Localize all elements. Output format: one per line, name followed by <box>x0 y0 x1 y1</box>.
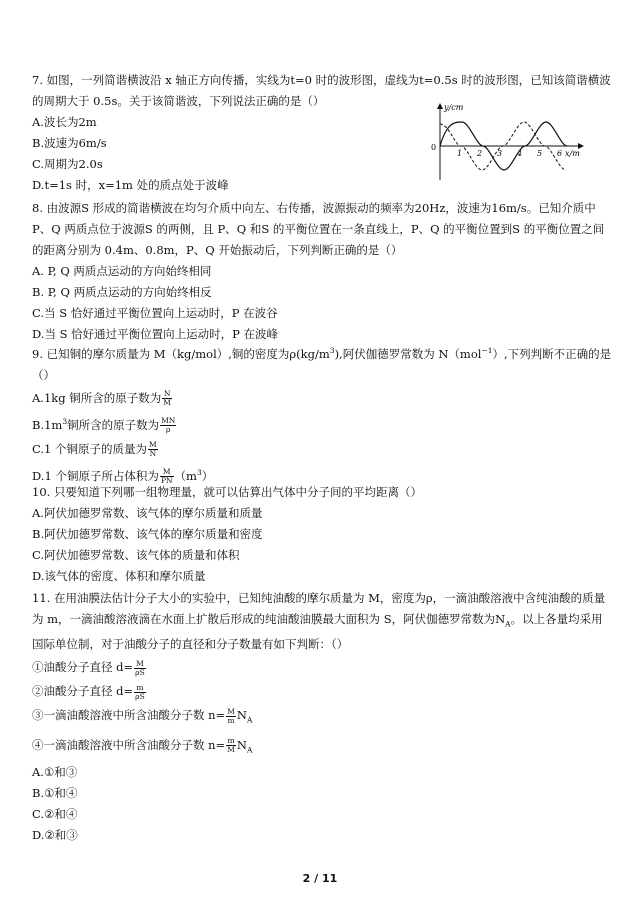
question-7-stem: 7. 如图，一列简谐横波沿 x 轴正方向传播，实线为t=0 时的波形图，虚线为t=0.5s 时的波形图，已知该简谐横波的周期大于 0.5s。关于该简谐波，下列说法正确的是（） <box>32 73 611 108</box>
question-10 <box>32 482 612 587</box>
question-11 <box>32 588 612 846</box>
question-8-option-d: D.当 S 恰好通过平衡位置向上运动时，P 在波峰 <box>32 327 279 341</box>
tick-label-3: 3 <box>497 149 503 158</box>
question-9-option-c: C.1 个铜原子的质量为 $\frac{M}{N}$ <box>32 440 157 459</box>
question-8-option-b: B. P, Q 两质点运动的方向始终相反 <box>32 285 212 299</box>
question-9-option-a: A.1kg 铜所含的原子数为 $\frac{N}{M}$ <box>32 389 171 408</box>
question-11-judgement-3: ③一滴油酸溶液中所含油酸分子数 n= $\frac{M}{m}$ $N_A$ <box>32 706 253 725</box>
fraction: $\frac{m}{M}$ <box>227 736 235 755</box>
question-11-option-d: D.②和③ <box>32 827 78 842</box>
question-8-stem: 8. 由波源S 形成的简谐横波在均匀介质中向左、右传播，波源振动的频率为20Hz，波速为16m/s。已知介质中 P、Q 两质点位于波源S 的两侧，且 P、Q 和S 的平衡位置在一条直线上，P、Q 的平衡位置到S 的平衡位置之间的距离分别为 0.4m、0.8m，P、Q 开始振动后，下列判断正确的是（） <box>32 201 605 257</box>
question-9-option-d: D.1 个铜原子所占体积为 $\frac{M}{PN}$ $(m^3)$ <box>32 466 214 485</box>
question-8-option-a: A. P, Q 两质点运动的方向始终相同 <box>32 264 212 278</box>
question-11-judgement-4: ④一滴油酸溶液中所含油酸分子数 n= $\frac{m}{M}$ $N_A$ <box>32 736 253 755</box>
question-9-option-b: $B.1m^3$铜所含的原子数为 $\frac{MN}{\rho}$ <box>32 416 176 435</box>
question-9 <box>32 340 612 487</box>
tick-label-2: 2 <box>477 149 483 158</box>
fraction: $\frac{M}{m}$ <box>227 706 235 725</box>
fraction: $\frac{M}{PN}$ <box>160 466 173 485</box>
wave-figure <box>425 100 590 185</box>
question-7-option-b: B.波速为6m/s <box>32 136 107 150</box>
tick-label-4: 4 <box>517 149 523 158</box>
origin-label: 0 <box>431 143 437 152</box>
question-10-option-b: B.阿伏加德罗常数、该气体的摩尔质量和密度 <box>32 527 263 541</box>
question-10-option-d: D.该气体的密度、体积和摩尔质量 <box>32 569 206 583</box>
y-axis-label: y/cm <box>444 103 464 112</box>
question-11-stem: 11. 在用油膜法估计分子大小的实验中，已知纯油酸的摩尔质量为 M，密度为ρ，一滴油酸溶液中含纯油酸的质量为 m，一滴油酸溶液滴在水面上扩散后形成的纯油酸油膜最大面积为 S，阿伏伽德罗常数为$N_A$。以上各量均采用国际单位制，对于油酸分子的直径和分子数量有如下判断：（） <box>32 591 606 652</box>
question-9-stem: 9. 已知铜的摩尔质量为 M（kg/mol）,铜的密度为$\rho(kg/m^3)$,阿伏伽德罗常数为 N（mol$^{-1}$）,下列判断不正确的是（） <box>32 346 612 382</box>
question-10-stem: 10. 只要知道下列哪一组物理量，就可以估算出气体中分子间的平均距离（） <box>32 485 422 499</box>
question-11-option-a: A.①和③ <box>32 764 78 779</box>
fraction: $\frac{MN}{\rho}$ <box>161 416 176 435</box>
tick-label-1: 1 <box>457 149 463 158</box>
fraction: $\frac{M}{\rho S}$ <box>135 658 145 677</box>
x-axis-label: x/m <box>565 149 580 158</box>
question-11-judgement-1: ①油酸分子直径 d= $\frac{M}{\rho S}$ <box>32 658 145 677</box>
question-7-option-c: C.周期为2.0s <box>32 157 103 171</box>
x-tick-labels <box>457 149 562 158</box>
question-8 <box>32 198 612 345</box>
question-11-option-b: B.①和④ <box>32 785 78 800</box>
question-10-option-c: C.阿伏加德罗常数、该气体的质量和体积 <box>32 548 240 562</box>
question-10-option-a: A.阿伏加德罗常数、该气体的摩尔质量和质量 <box>32 506 263 520</box>
fraction: $\frac{m}{\rho S}$ <box>135 682 145 701</box>
fraction: $\frac{M}{N}$ <box>149 440 157 459</box>
question-11-option-c: C.②和④ <box>32 806 78 821</box>
question-8-option-c: C.当 S 恰好通过平衡位置向上运动时，P 在波谷 <box>32 306 278 320</box>
question-7-option-a: A.波长为2m <box>32 115 97 129</box>
tick-label-6: 6 <box>557 149 563 158</box>
page-number: 2 / 11 <box>302 872 338 885</box>
fraction: $\frac{N}{M}$ <box>163 389 171 408</box>
question-7-option-d: D.t=1s 时，x=1m 处的质点处于波峰 <box>32 178 229 192</box>
question-11-judgement-2: ②油酸分子直径 d= $\frac{m}{\rho S}$ <box>32 682 145 701</box>
tick-label-5: 5 <box>537 149 543 158</box>
